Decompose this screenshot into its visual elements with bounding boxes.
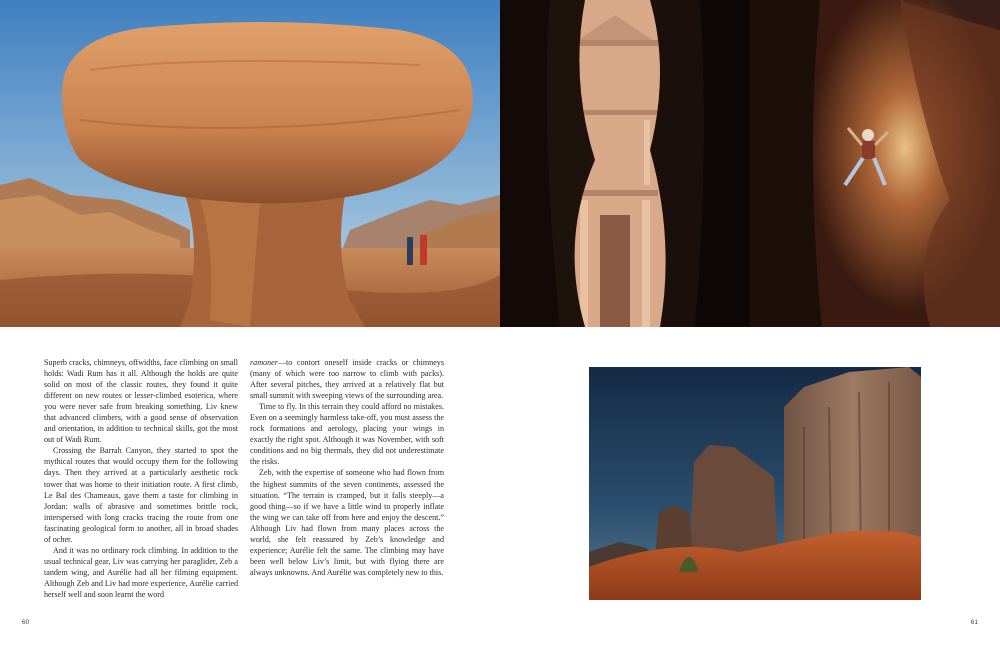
photo-mushroom-rock bbox=[0, 0, 500, 327]
text-column-right bbox=[250, 357, 444, 578]
body-paragraph: And it was no ordinary rock climbing. In addition to the usual technical gear, Liv was carrying her paraglider, Zeb a tandem wing, and Aurélie had all her filming equipment. Although Zeb and Liv had more experience, Aurélie carried herself well and soon learnt the word bbox=[44, 545, 238, 599]
photo-climber-night bbox=[750, 0, 1000, 327]
photo-desert-towers bbox=[589, 367, 921, 600]
page-number-left: 60 bbox=[22, 619, 30, 626]
italic-term: ramoner bbox=[250, 358, 278, 367]
body-paragraph: Time to fly. In this terrain they could afford no mistakes. Even on a seemingly harmless take-off, you must assess the rock formations and aerology, placing your wings in exactly the right spot. Although it was November, with soft conditions and no big thermals, they did not underestimate the risks. bbox=[250, 402, 444, 467]
photo-petra-treasury bbox=[500, 0, 750, 327]
continued-text: —to contort oneself inside cracks or chimneys (many of which were too narrow to climb with packs). After several pitches, they arrived at a relatively flat but small summit with sweeping views of the surrounding area. bbox=[250, 358, 444, 401]
page-number-right: 61 bbox=[970, 619, 978, 626]
body-paragraph: Zeb, with the expertise of someone who had flown from the highest summits of the seven continents, assessed the situation. “The terrain is cramped, but it falls steeply—a good thing—so if we have a little wind to properly inflate the wing we can take off from here and enjoy the descent.” Although Liv had flown from many places across the world, she felt reassured by Zeb’s knowledge and experience; Aurélie felt the same. The climbing may have been well below Liv’s limit, but with flying there are always unknowns. And Aurélie was completely new to this. bbox=[250, 468, 444, 577]
body-paragraph: Superb cracks, chimneys, offwidths, face climbing on small holds: Wadi Rum has it all. Although the holds are quite solid on most of the classic routes, they found it quite different on new routes or lesser-climbed esoterica, where you were never safe from breaking something. Liv knew that advanced climbers, with a good sense of observation and orientation, in addition to technical skills, got the most out of Wadi Rum. bbox=[44, 358, 238, 445]
body-paragraph: Crossing the Barrah Canyon, they started to spot the mythical routes that would occupy them for the following days. Then they arrived at a particularly aesthetic rock tower that was home to their initiation route. A first climb, Le Bal des Chameaux, gave them a taste for climbing in Jordan: walls of abrasive and sometimes brittle rock, interspersed with long cracks tracing the route from one fascinating geological form to another, all in broad shades of ocher. bbox=[44, 446, 238, 544]
body-paragraph-continued bbox=[250, 357, 444, 401]
text-column-left bbox=[44, 357, 238, 600]
